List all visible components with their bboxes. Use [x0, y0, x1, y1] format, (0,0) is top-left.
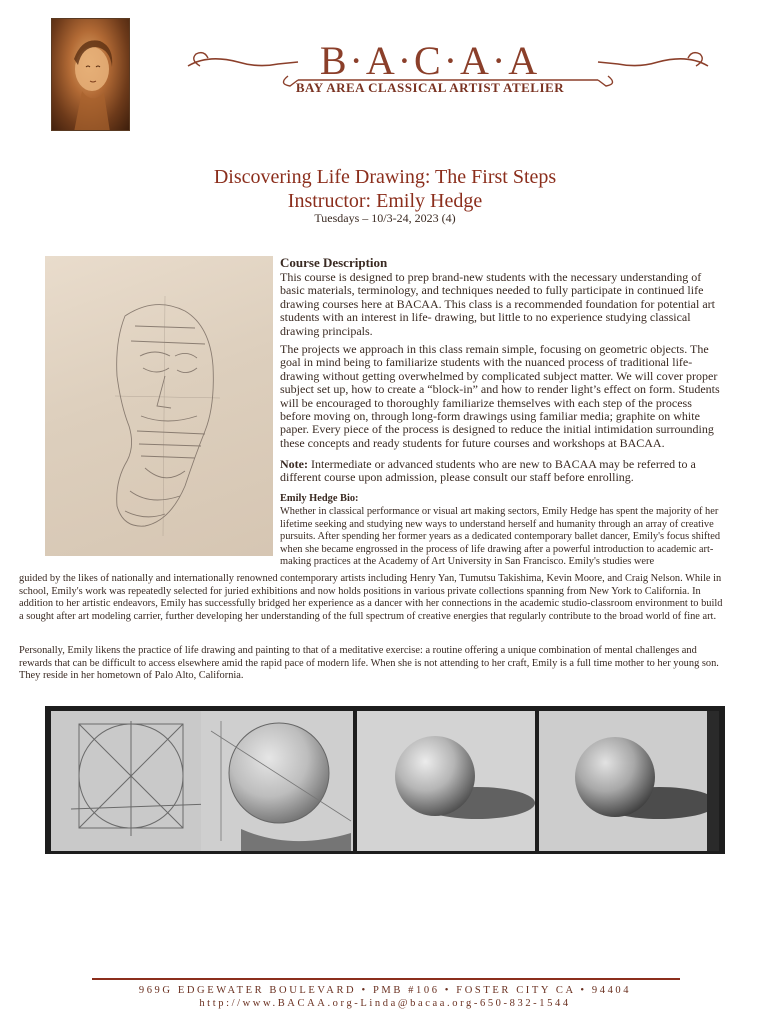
sphere-step-3-image [357, 711, 535, 851]
bio-paragraph-continued: guided by the likes of nationally and internationally renowned contemporary artists including Henry Yan, Tumutsu Takishima, Kevin Moore, and Craig Nelson. While in school, Emily's work was repeatedly selected for juried exhibitions and now holds positions in various private collections spanning from New York to California. In addition to her artistic endeavors, Emily has successfully bridged her experience as a dancer with her connections in the academic studio-classroom environment to build a sought after art modeling carrier, further developing her understanding of the full spectrum of creative energies that regularly contribute to the broad world of fine art. [19, 573, 723, 622]
bio-heading: Emily Hedge Bio: [280, 493, 359, 504]
sphere-step-4-image [539, 711, 719, 851]
course-schedule: Tuesdays – 10/3-24, 2023 (4) [314, 211, 456, 225]
course-description-heading: Course Description [280, 255, 388, 270]
sphere-drawing-sequence [45, 706, 725, 854]
footer-contact: http://www.BACAA.org-Linda@bacaa.org-650-832-1544 [199, 998, 571, 1009]
skull-sketch-image [45, 256, 273, 556]
instructor-line: Instructor: Emily Hedge [287, 190, 483, 212]
course-description-paragraph-2: The projects we approach in this class remain simple, focusing on geometric objects. The goal in mind being to familiarize students with the nuanced process of traditional life-drawing without getting overwhelmed by complicated subject matter. We will cover proper subject set up, how to create a “block-in” and how to render light’s effect on form. Students will be encouraged to thoroughly familiarize themselves with each step of the process before moving on, through long-form drawings using familiar media; graphite on white paper. Every piece of the process is designed to reduce the initial intimidation surrounding these concepts and ready students for future courses and workshops at BACAA. [280, 342, 720, 450]
logo-title: B·A·C·A·A [319, 38, 541, 83]
footer-divider [92, 978, 680, 980]
logo-portrait-image [51, 18, 130, 131]
logo-subtitle: BAY AREA CLASSICAL ARTIST ATELIER [295, 80, 565, 95]
course-title: Discovering Life Drawing: The First Steps [213, 166, 557, 188]
footer-address: 969G EDGEWATER BOULEVARD • PMB #106 • FOSTER CITY CA • 94404 [138, 985, 632, 996]
note-label: Note: [280, 457, 308, 471]
course-description-paragraph-1: This course is designed to prep brand-new students with the necessary understanding of basic materials, terminology, and techniques needed to fully participate in continued life drawing courses here at BACAA. This class is a recommended foundation for potential art students with an interest in life- drawing, but little to no experience studying classical drawing principals. [280, 270, 715, 338]
note-text: Intermediate or advanced students who are new to BACAA may be referred to a different course upon admission, please consult our staff before enrolling. [280, 457, 696, 485]
bio-paragraph-intro: Whether in classical performance or visual art making sectors, Emily Hedge has spent the majority of her lifetime seeking and studying new ways to understand herself and humanity through an array of creative pursuits. After spending her former years as a dedicated contemporary ballet dancer, Emily's focus shifted when she became engrossed in the process of life drawing after a powerful introduction to academic art-making practices at the Academy of Art University in San Francisco. Emily's studies were [280, 506, 721, 567]
course-note [280, 458, 725, 485]
sphere-step-2-image [201, 711, 353, 851]
bio-paragraph-personal: Personally, Emily likens the practice of life drawing and painting to that of a meditative exercise: a routine offering a unique combination of mental challenges and rewards that can be difficult to access elsewhere amid the rapid pace of modern life. When she is not attending to her craft, Emily is a full time mother to her young son. They reside in her hometown of Palo Alto, California. [19, 645, 719, 681]
